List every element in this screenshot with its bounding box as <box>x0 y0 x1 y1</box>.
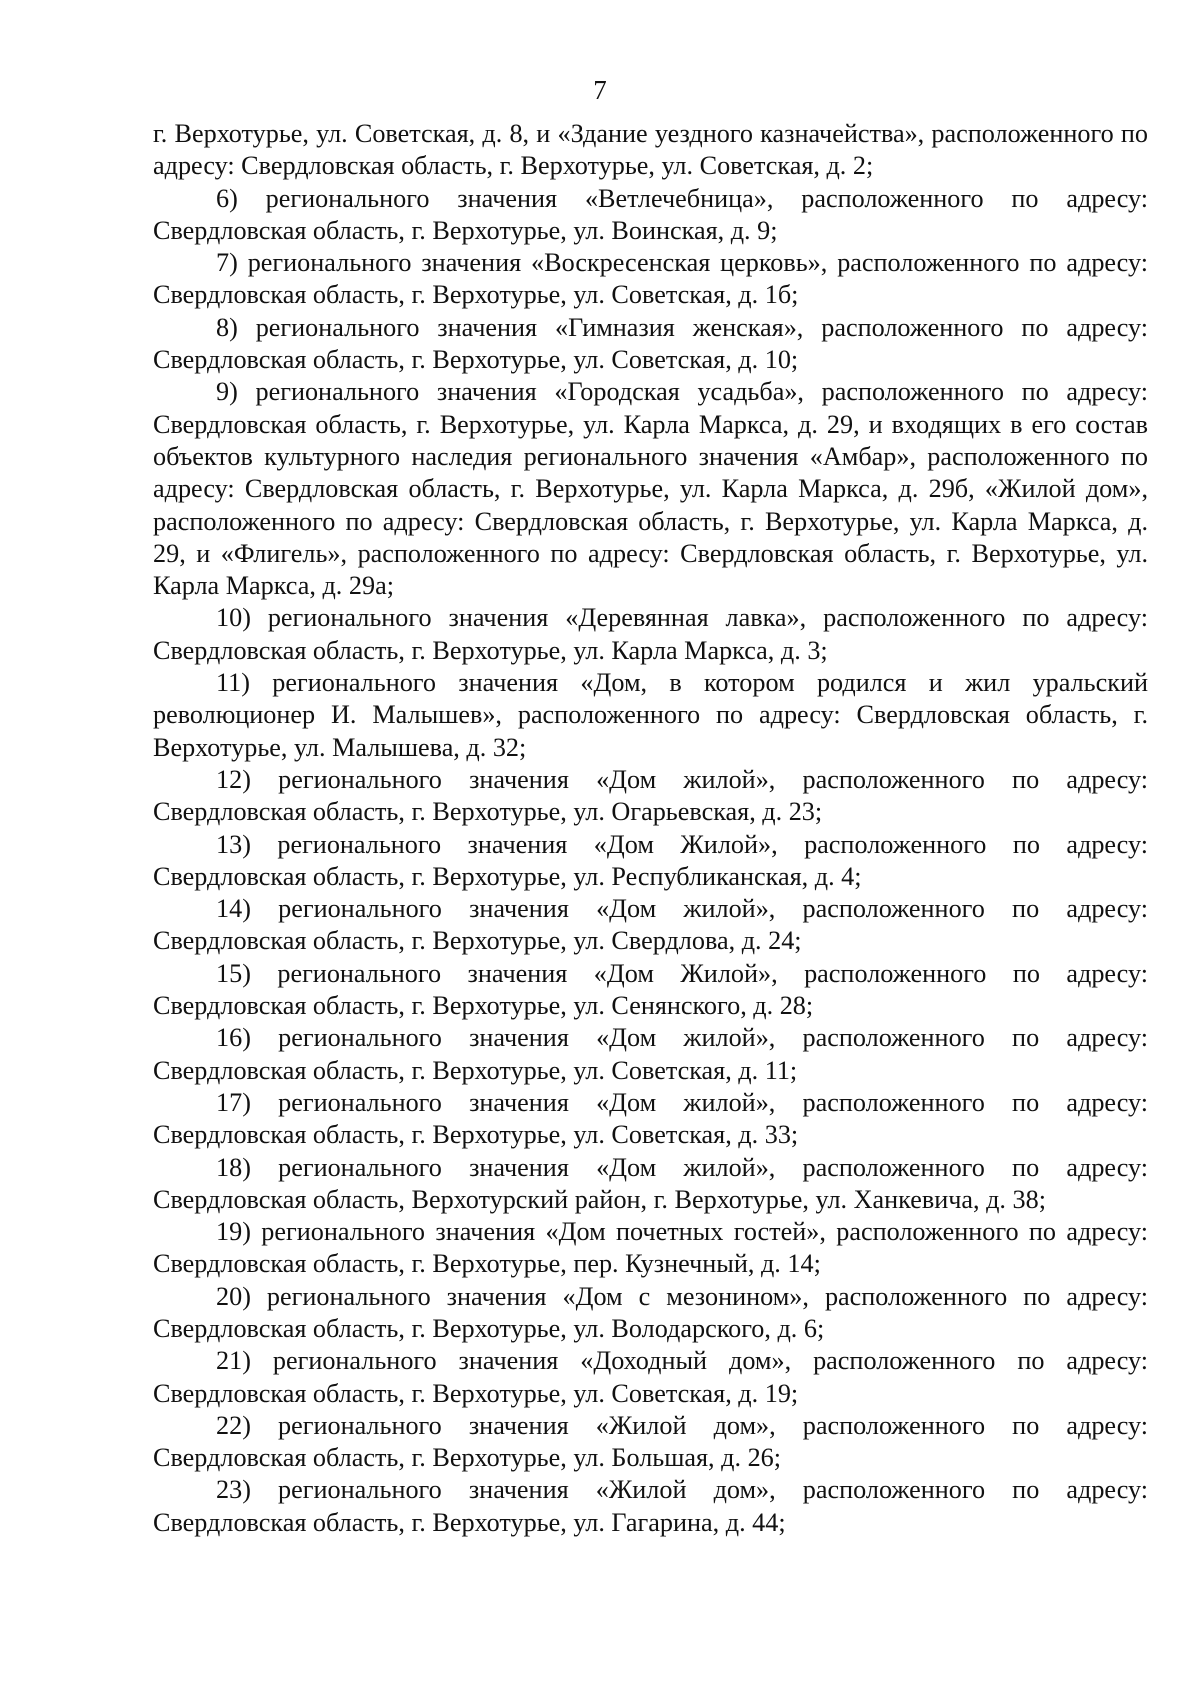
list-item-14: 14) регионального значения «Дом жилой», расположенного по адресу: Свердловская область, г. Верхотурье, ул. Свердлова, д. 24; <box>153 894 1148 956</box>
list-item-22: 22) регионального значения «Жилой дом», расположенного по адресу: Свердловская область, г. Верхотурье, ул. Большая, д. 26; <box>153 1410 1148 1473</box>
list-item-9: 9) регионального значения «Городская усадьба», расположенного по адресу: Свердловская область, г. Верхотурье, ул. Карла Маркса, д. 29, и входящих в его состав объектов культурного наследия регионального значения «Амбар», расположенного по адресу: Свердловская область, г. Верхотурье, ул. Карла Маркса, д. 29б, «Жилой дом», расположенного по адресу: Свердловская область, г. Верхотурье, ул. Карла Маркса, д. 29, и «Флигель», расположенного по адресу: Свердловская область, г. Верхотурье, ул. Карла Маркса, д. 29а; <box>153 377 1148 601</box>
list-item-10: 10) регионального значения «Деревянная лавка», расположенного по адресу: Свердловская область, г. Верхотурье, ул. Карла Маркса, д. 3; <box>153 603 1148 665</box>
page-number: 7 <box>593 75 607 105</box>
list-item-19: 19) регионального значения «Дом почетных гостей», расположенного по адресу: Свердловская область, г. Верхотурье, пер. Кузнечный, д. 14; <box>153 1217 1148 1279</box>
document-body <box>153 118 1148 1539</box>
list-item-7: 7) регионального значения «Воскресенская церковь», расположенного по адресу: Свердловская область, г. Верхотурье, ул. Советская, д. 1б; <box>153 248 1148 310</box>
list-item-17: 17) регионального значения «Дом жилой», расположенного по адресу: Свердловская область, г. Верхотурье, ул. Советская, д. 33; <box>153 1087 1148 1150</box>
list-item-6: 6) регионального значения «Ветлечебница», расположенного по адресу: Свердловская область, г. Верхотурье, ул. Воинская, д. 9; <box>153 183 1148 245</box>
list-item-8: 8) регионального значения «Гимназия женская», расположенного по адресу: Свердловская область, г. Верхотурье, ул. Советская, д. 10; <box>153 312 1148 375</box>
list-item-11: 11) регионального значения «Дом, в котором родился и жил уральский революционер И. Малышев», расположенного по адресу: Свердловская область, г. Верхотурье, ул. Малышева, д. 32; <box>153 668 1148 762</box>
list-item-23: 23) регионального значения «Жилой дом», расположенного по адресу: Свердловская область, г. Верхотурье, ул. Гагарина, д. 44; <box>153 1475 1148 1537</box>
list-item-18: 18) регионального значения «Дом жилой», расположенного по адресу: Свердловская область, Верхотурский район, г. Верхотурье, ул. Ханкевича, д. 38; <box>153 1152 1148 1214</box>
list-item-20: 20) регионального значения «Дом с мезонином», расположенного по адресу: Свердловская область, г. Верхотурье, ул. Володарского, д. 6; <box>153 1281 1148 1343</box>
list-item-12: 12) регионального значения «Дом жилой», расположенного по адресу: Свердловская область, г. Верхотурье, ул. Огарьевская, д. 23; <box>153 764 1148 827</box>
paragraph-continuation: г. Верхотурье, ул. Советская, д. 8, и «Здание уездного казначейства», расположенного по адресу: Свердловская область, г. Верхотурье, ул. Советская, д. 2; <box>153 119 1148 181</box>
list-item-21: 21) регионального значения «Доходный дом», расположенного по адресу: Свердловская область, г. Верхотурье, ул. Советская, д. 19; <box>153 1346 1148 1408</box>
list-item-16: 16) регионального значения «Дом жилой», расположенного по адресу: Свердловская область, г. Верхотурье, ул. Советская, д. 11; <box>153 1023 1148 1085</box>
list-item-13: 13) регионального значения «Дом Жилой», расположенного по адресу: Свердловская область, г. Верхотурье, ул. Республиканская, д. 4; <box>153 829 1148 891</box>
list-item-15: 15) регионального значения «Дом Жилой», расположенного по адресу: Свердловская область, г. Верхотурье, ул. Сенянского, д. 28; <box>153 958 1148 1021</box>
